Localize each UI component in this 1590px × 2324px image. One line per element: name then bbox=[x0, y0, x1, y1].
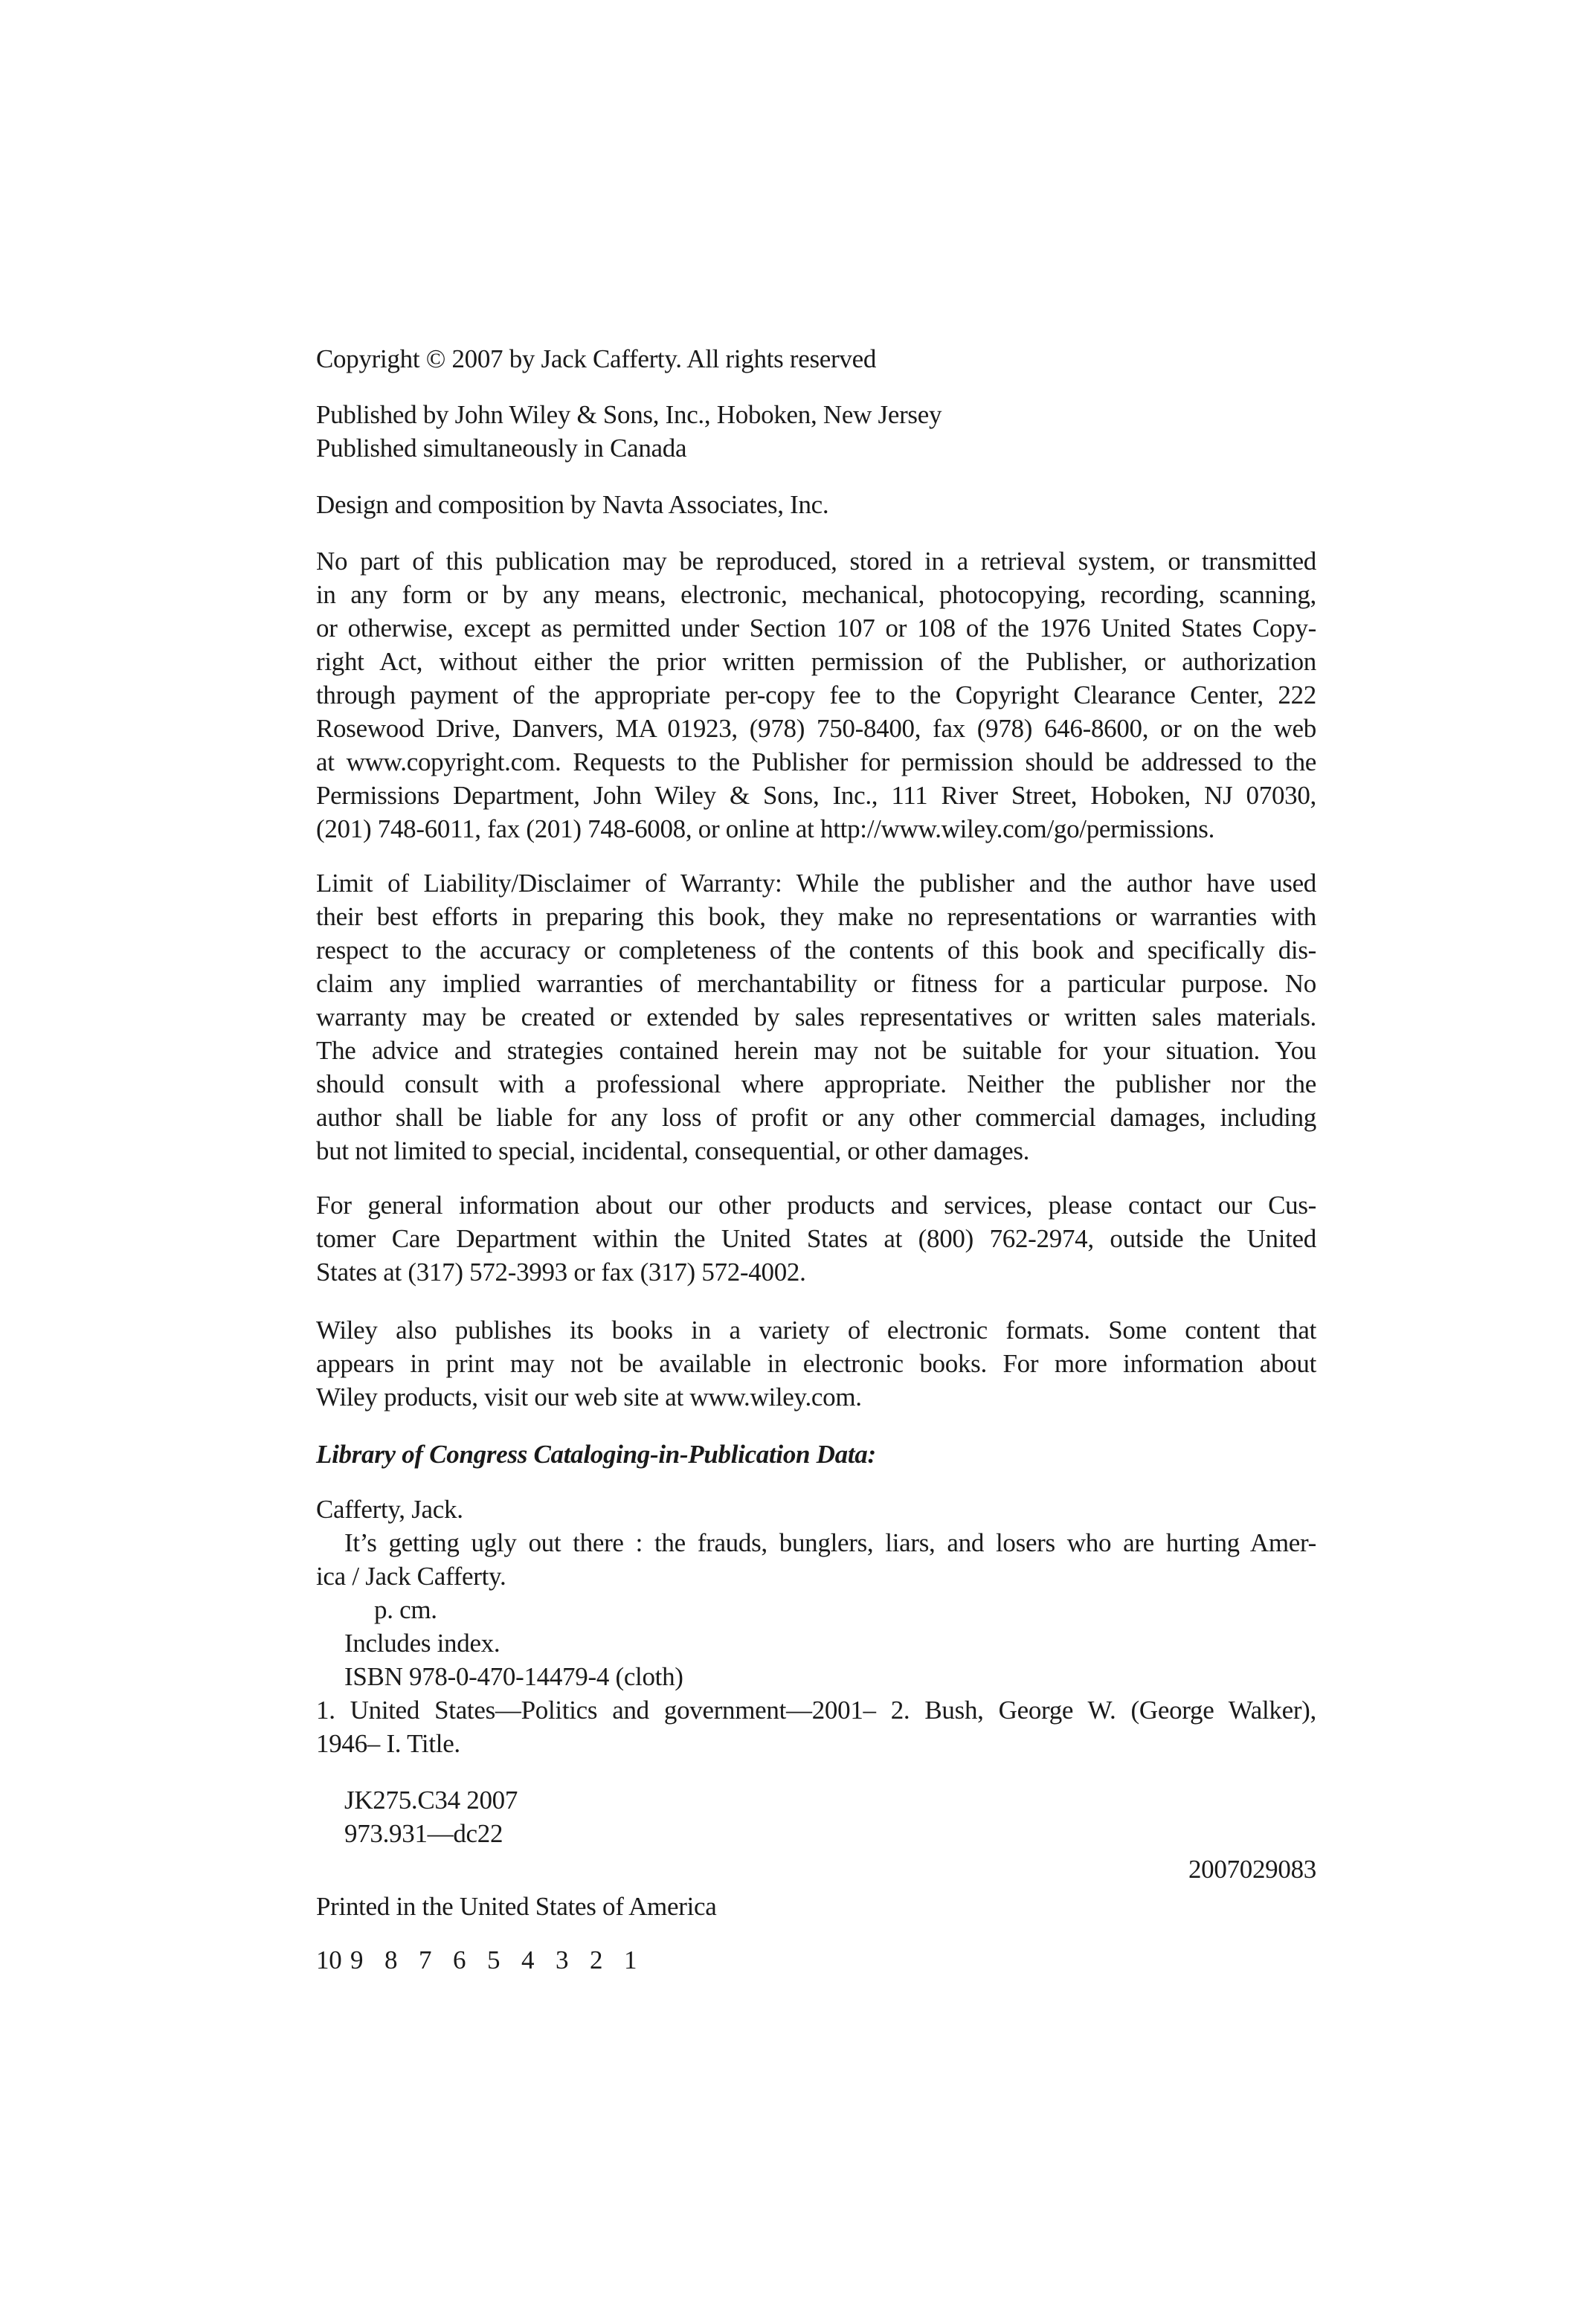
printing-number: 9 bbox=[350, 1945, 364, 1974]
paragraph-line: Limit of Liability/Disclaimer of Warranty: While the publisher and the author have used bbox=[316, 869, 1316, 898]
printing-number: 3 bbox=[556, 1945, 569, 1974]
printing-number: 4 bbox=[521, 1945, 535, 1974]
paragraph-line: appears in print may not be available in electronic books. For more information about bbox=[316, 1349, 1316, 1378]
paragraph-line: in any form or by any means, electronic, mechanical, photocopying, recording, scanning, bbox=[316, 580, 1316, 609]
cip-call-number: JK275.C34 2007 bbox=[344, 1786, 518, 1815]
copyright-line: Copyright © 2007 by Jack Cafferty. All rights reserved bbox=[316, 344, 877, 373]
paragraph-line: or otherwise, except as permitted under Section 107 or 108 of the 1976 United States Copy- bbox=[316, 614, 1316, 643]
design-credit bbox=[316, 488, 1316, 521]
cip-title-line: It’s getting ugly out there : the frauds, bunglers, liars, and losers who are hurting Amer- bbox=[344, 1528, 1316, 1557]
paragraph-line: tomer Care Department within the United States at (800) 762-2974, outside the United bbox=[316, 1224, 1316, 1253]
paragraph-line: through payment of the appropriate per-copy fee to the Copyright Clearance Center, 222 bbox=[316, 680, 1316, 709]
printing-number: 5 bbox=[487, 1945, 501, 1974]
printing-number: 10 bbox=[316, 1945, 342, 1974]
paragraph-line: Permissions Department, John Wiley & Sons, Inc., 111 River Street, Hoboken, NJ 07030, bbox=[316, 781, 1316, 810]
printing-number: 2 bbox=[590, 1945, 603, 1974]
electronic-formats-paragraph bbox=[316, 1313, 1316, 1414]
disclaimer-paragraph bbox=[316, 866, 1316, 1168]
publisher-block bbox=[316, 398, 1316, 465]
printing-number: 1 bbox=[624, 1945, 637, 1974]
paragraph-line: Wiley also publishes its books in a variety of electronic formats. Some content that bbox=[316, 1316, 1316, 1345]
cip-classification bbox=[316, 1783, 1316, 1850]
general-info-paragraph bbox=[316, 1188, 1316, 1289]
paragraph-line: No part of this publication may be reproduced, stored in a retrieval system, or transmitted bbox=[316, 547, 1316, 576]
cip-lccn-row bbox=[316, 1853, 1316, 1886]
cip-author: Cafferty, Jack. bbox=[316, 1495, 463, 1524]
paragraph-line: right Act, without either the prior written permission of the Publisher, or authorization bbox=[316, 647, 1316, 676]
printed-location bbox=[316, 1890, 1316, 1923]
cip-lccn: 2007029083 bbox=[1188, 1855, 1316, 1884]
paragraph-line: Rosewood Drive, Danvers, MA 01923, (978) 750-8400, fax (978) 646-8600, or on the web bbox=[316, 714, 1316, 743]
cip-pages: p. cm. bbox=[374, 1595, 437, 1624]
cip-record bbox=[316, 1493, 1316, 1760]
cip-subjects-line: 1. United States—Politics and government—2001– 2. Bush, George W. (George Walker), bbox=[316, 1696, 1316, 1725]
printing-line bbox=[316, 1943, 1316, 1977]
cip-index: Includes index. bbox=[344, 1629, 501, 1658]
cip-isbn: ISBN 978-0-470-14479-4 (cloth) bbox=[344, 1662, 683, 1691]
cip-subjects-line: 1946– I. Title. bbox=[316, 1729, 460, 1758]
paragraph-line: States at (317) 572-3993 or fax (317) 572-4002. bbox=[316, 1258, 806, 1287]
paragraph-line: author shall be liable for any loss of profit or any other commercial damages, including bbox=[316, 1103, 1316, 1132]
paragraph-line: their best efforts in preparing this book, they make no representations or warranties with bbox=[316, 902, 1316, 931]
cip-heading bbox=[316, 1438, 1316, 1471]
permissions-paragraph bbox=[316, 544, 1316, 846]
paragraph-line: Wiley products, visit our web site at www.wiley.com. bbox=[316, 1383, 862, 1412]
paragraph-line: claim any implied warranties of merchantability or fitness for a particular purpose. No bbox=[316, 969, 1316, 998]
printing-number: 8 bbox=[384, 1945, 398, 1974]
paragraph-line: The advice and strategies contained herein may not be suitable for your situation. You bbox=[316, 1036, 1316, 1065]
paragraph-line: but not limited to special, incidental, consequential, or other damages. bbox=[316, 1136, 1030, 1165]
design-line: Design and composition by Navta Associates, Inc. bbox=[316, 490, 829, 519]
paragraph-line: For general information about our other products and services, please contact our Cus- bbox=[316, 1191, 1316, 1220]
paragraph-line: respect to the accuracy or completeness of the contents of this book and specifically dis- bbox=[316, 936, 1316, 965]
paragraph-line: warranty may be created or extended by sales representatives or written sales materials. bbox=[316, 1002, 1316, 1031]
printing-number: 7 bbox=[419, 1945, 432, 1974]
cip-heading-text: Library of Congress Cataloging-in-Publication Data: bbox=[316, 1440, 876, 1469]
paragraph-line: (201) 748-6011, fax (201) 748-6008, or online at http://www.wiley.com/go/permissions. bbox=[316, 814, 1215, 843]
printing-number: 6 bbox=[453, 1945, 466, 1974]
paragraph-line: at www.copyright.com. Requests to the Publisher for permission should be addressed to the bbox=[316, 747, 1316, 776]
copyright-notice bbox=[316, 342, 1316, 376]
cip-title-line: ica / Jack Cafferty. bbox=[316, 1562, 506, 1591]
publisher-line: Published simultaneously in Canada bbox=[316, 434, 687, 463]
paragraph-line: should consult with a professional where appropriate. Neither the publisher nor the bbox=[316, 1069, 1316, 1098]
cip-dewey: 973.931—dc22 bbox=[344, 1819, 503, 1848]
publisher-line: Published by John Wiley & Sons, Inc., Hoboken, New Jersey bbox=[316, 400, 942, 429]
printing-numbers bbox=[316, 1943, 1316, 1977]
printed-line: Printed in the United States of America bbox=[316, 1892, 717, 1921]
